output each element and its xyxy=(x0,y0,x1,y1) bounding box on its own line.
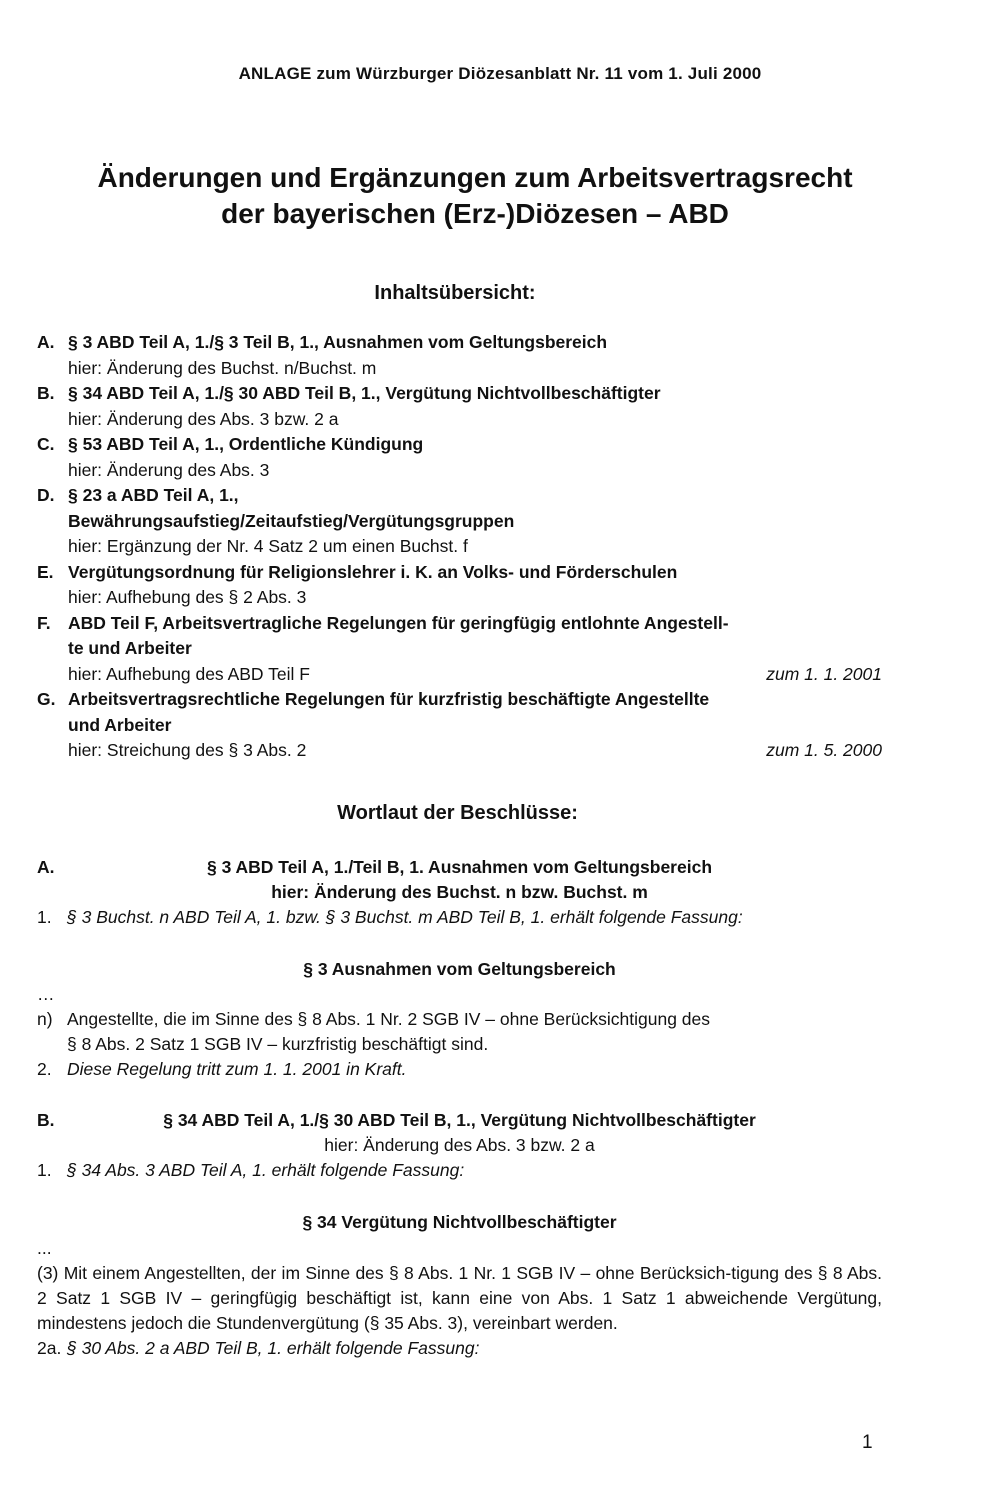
toc-item-letter: F. xyxy=(37,612,51,633)
item-text: § 3 Buchst. n ABD Teil A, 1. bzw. § 3 Buchst. m ABD Teil B, 1. erhält folgende Fassung: xyxy=(67,907,743,927)
toc-item-g xyxy=(37,687,882,764)
toc-heading: Inhaltsübersicht: xyxy=(374,282,536,304)
table-of-contents xyxy=(37,330,882,764)
resolution-item xyxy=(37,1057,882,1082)
toc-item-subtitle: hier: Aufhebung des ABD Teil F xyxy=(68,663,310,684)
resolution-b xyxy=(37,1108,882,1183)
clause-line-2: § 8 Abs. 2 Satz 1 SGB IV – kurzfristig beschäftigt sind. xyxy=(67,1034,489,1054)
toc-item-e xyxy=(37,560,882,611)
toc-item-title: § 3 ABD Teil A, 1./§ 3 Teil B, 1., Ausnahmen vom Geltungsbereich xyxy=(68,332,608,352)
toc-item-letter: A. xyxy=(37,332,55,352)
toc-item-title-continued: Bewährungsaufstieg/Zeitaufstieg/Vergütungsgruppen xyxy=(68,510,515,531)
toc-item-title-continued: und Arbeiter xyxy=(68,714,172,735)
clause-label: n) xyxy=(37,1009,53,1029)
resolution-item xyxy=(37,1158,882,1183)
toc-item-letter: D. xyxy=(37,485,55,505)
resolution-a xyxy=(37,855,882,930)
page-header: ANLAGE zum Würzburger Diözesanblatt Nr. 11 vom 1. Juli 2000 xyxy=(238,64,762,83)
toc-item-title: Vergütungsordnung für Religionslehrer i. K. an Volks- und Förderschulen xyxy=(68,561,678,582)
resolution-title: § 3 ABD Teil A, 1./Teil B, 1. Ausnahmen vom Geltungsbereich xyxy=(206,857,713,877)
clause-n xyxy=(37,1007,882,1057)
item-text: Diese Regelung tritt zum 1. 1. 2001 in Kraft. xyxy=(67,1059,407,1079)
toc-item-title: Arbeitsvertragsrechtliche Regelungen für kurzfristig beschäftigte Angestellte xyxy=(68,689,710,709)
item-number: 1. xyxy=(37,907,52,927)
resolution-letter: A. xyxy=(37,857,55,877)
toc-item-title-continued: te und Arbeiter xyxy=(68,638,192,658)
toc-item-c xyxy=(37,432,882,483)
toc-item-subtitle: hier: Ergänzung der Nr. 4 Satz 2 um einen Buchst. f xyxy=(68,536,468,556)
toc-item-d xyxy=(37,483,882,560)
toc-item-letter: C. xyxy=(37,434,55,454)
item-number: 2. xyxy=(37,1059,52,1079)
resolution-b-body xyxy=(37,1236,882,1361)
toc-item-f xyxy=(37,611,882,688)
resolution-subtitle: hier: Änderung des Abs. 3 bzw. 2 a xyxy=(324,1135,595,1155)
page-number: 1 xyxy=(862,1432,873,1453)
ellipsis: ... xyxy=(37,1238,52,1258)
title-line-1: Änderungen und Ergänzungen zum Arbeitsvertragsrecht xyxy=(97,162,853,193)
toc-item-title: ABD Teil F, Arbeitsvertragliche Regelungen für geringfügig entlohnte Angestell- xyxy=(68,612,729,633)
resolution-item xyxy=(37,1336,882,1361)
toc-item-title: § 23 a ABD Teil A, 1., xyxy=(68,485,239,505)
resolution-letter: B. xyxy=(37,1110,55,1130)
paragraph-heading-a: § 3 Ausnahmen vom Geltungsbereich xyxy=(303,959,616,979)
toc-item-subtitle: hier: Änderung des Buchst. n/Buchst. m xyxy=(68,357,377,378)
toc-item-effective-date: zum 1. 5. 2000 xyxy=(766,740,882,760)
toc-item-a xyxy=(37,330,882,381)
toc-item-title: § 34 ABD Teil A, 1./§ 30 ABD Teil B, 1., Vergütung Nichtvollbeschäftigter xyxy=(68,383,661,403)
item-number: 1. xyxy=(37,1160,52,1180)
toc-item-subtitle: hier: Streichung des § 3 Abs. 2 xyxy=(68,740,307,760)
resolution-subtitle: hier: Änderung des Buchst. n bzw. Buchst. m xyxy=(271,882,648,902)
paragraph-heading-b: § 34 Vergütung Nichtvollbeschäftigter xyxy=(302,1212,617,1232)
toc-item-subtitle: hier: Änderung des Abs. 3 xyxy=(68,459,270,480)
toc-item-b xyxy=(37,381,882,432)
title-line-2: der bayerischen (Erz-)Diözesen – ABD xyxy=(221,198,729,229)
toc-item-title: § 53 ABD Teil A, 1., Ordentliche Kündigung xyxy=(68,434,424,454)
item-text: § 30 Abs. 2 a ABD Teil B, 1. erhält folgende Fassung: xyxy=(67,1338,480,1358)
document-title xyxy=(40,160,910,232)
toc-item-subtitle-row xyxy=(68,738,882,764)
resolution-a-body xyxy=(37,982,882,1082)
paragraph-3: (3) Mit einem Angestellten, der im Sinne des § 8 Abs. 1 Nr. 1 SGB IV – ohne Berücksich-tigung des § 8 Abs. 2 Satz 1 SGB IV – geringfügig beschäftigt ist, kann eine von Abs. 1 Satz 1 abweichende Vergütung, mindestens jedoch die Stundenvergütung (§ 35 Abs. 3), vereinbart werden. xyxy=(37,1263,882,1333)
wortlaut-heading: Wortlaut der Beschlüsse: xyxy=(337,802,578,824)
toc-item-subtitle-row xyxy=(68,662,882,688)
toc-item-letter: E. xyxy=(37,561,54,582)
clause-line-1: Angestellte, die im Sinne des § 8 Abs. 1 Nr. 2 SGB IV – ohne Berücksichtigung des xyxy=(67,1009,711,1029)
resolution-item xyxy=(37,905,882,930)
toc-item-subtitle: hier: Aufhebung des § 2 Abs. 3 xyxy=(68,587,307,607)
ellipsis: … xyxy=(37,984,55,1004)
toc-item-letter: B. xyxy=(37,383,55,403)
item-text: § 34 Abs. 3 ABD Teil A, 1. erhält folgende Fassung: xyxy=(67,1160,465,1180)
item-number: 2a. xyxy=(37,1338,62,1358)
resolution-title: § 34 ABD Teil A, 1./§ 30 ABD Teil B, 1., Vergütung Nichtvollbeschäftigter xyxy=(163,1110,756,1130)
toc-item-subtitle: hier: Änderung des Abs. 3 bzw. 2 a xyxy=(68,408,339,429)
toc-item-effective-date: zum 1. 1. 2001 xyxy=(766,663,882,684)
toc-item-letter: G. xyxy=(37,689,56,709)
